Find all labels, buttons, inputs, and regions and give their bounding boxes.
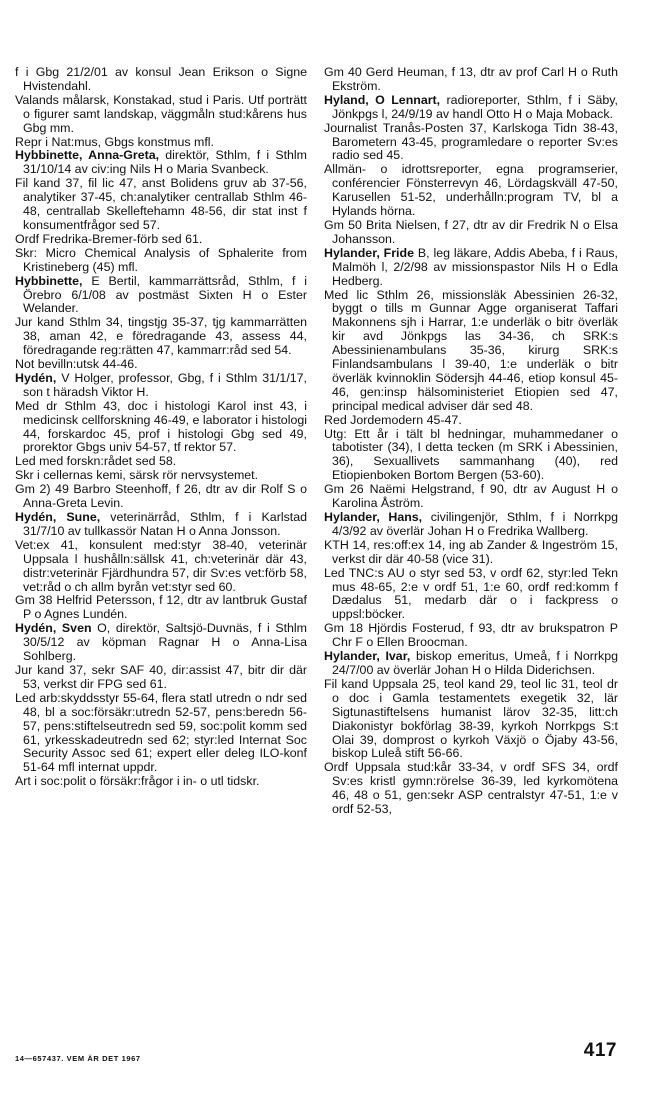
person-name: Hybbinette, [15, 273, 83, 288]
biography-paragraph [324, 122, 618, 164]
biography-entry-head [324, 511, 618, 539]
biography-paragraph [15, 177, 307, 233]
entry-text: Journalist Tranås-Posten 37, Karlskoga Tidn 38-43, Barometern 43-45, programledare o reporter Sv:es radio sed 45. [324, 120, 618, 163]
biography-paragraph [15, 539, 307, 595]
biography-entry-head [324, 247, 618, 289]
entry-text: Jur kand Sthlm 34, tingstjg 35-37, tjg kammarrätten 38, aman 42, e föredragande 43, assess 44, föredragande reg:rätten 47, kammarr:råd sed 54. [15, 315, 307, 358]
biography-paragraph [15, 66, 307, 94]
entry-text: biskop emeritus, Umeå, f i Norrkpg 24/7/00 av överlär Johan H o Hilda Diderichsen. [332, 649, 619, 677]
entry-text: Gm 50 Brita Nielsen, f 27, dtr av dir Fredrik N o Elsa Johansson. [324, 217, 618, 246]
biography-paragraph [324, 761, 618, 817]
entry-text: Valands målarsk, Konstakad, stud i Paris. Utf porträtt o figurer samt landskap, väggmåln stud:kårens hus Gbg mm. [15, 92, 307, 135]
entry-text: Vet:ex 41, konsulent med:styr 38-40, veterinär Uppsala l hushålln:sällsk 41, ch:veterinär där 43, distr:veterinär Fjärdhundra 57, dir Sv:es vet:förb 58, vet:råd o ch allm byrån vet:styr sed 60. [15, 537, 307, 594]
biography-paragraph [324, 66, 618, 94]
entry-text: veterinärråd, Sthlm, f i Karlstad 31/7/10 av tullkassör Natan H o Anna Jonsson. [23, 510, 307, 538]
entry-text: direktör, Sthlm, f i Sthlm 31/10/14 av civ:ing Nils H o Maria Svanbeck. [23, 148, 307, 177]
person-name: Hylander, Hans, [324, 510, 423, 524]
biography-paragraph [15, 316, 307, 358]
entry-text: Med lic Sthlm 26, missionsläk Abessinien 26-32, byggt o tills m Gunnar Agge organiserat Taffari Makonnens sjh i Harrar, 1:e underläk o bitr överläk kir avd Jönkpgs las 34-36, ch SRK:s Abessinienambulans 35-36, kirurg SRK:s Finlandsambulans l 39-40, 1:e underläk o bitr överläk kvinnoklin Södersjh 44-46, etiop konsul 45-46, gen:insp hälsoministeriet Etiopien sed 47, principal medical adviser där sed 48. [324, 287, 618, 413]
entry-text: Fil kand 37, fil lic 47, anst Bolidens gruv ab 37-56, analytiker 37-45, ch:analytiker centrallab Sthlm 46-48, centrallab Skelleftehamn 48-56, dir stat inst f konsumentfrågor sed 57. [15, 176, 307, 232]
biography-paragraph [324, 219, 618, 247]
entry-text: Gm 26 Naëmi Helgstrand, f 90, dtr av August H o Karolina Åström. [324, 482, 618, 511]
biography-entry-head [15, 149, 307, 177]
left-column [15, 66, 307, 789]
biography-paragraph [324, 163, 618, 219]
entry-text: KTH 14, res:off:ex 14, ing ab Zander & Ingeström 15, verkst dir där 40-58 (vice 31). [324, 537, 618, 566]
biography-paragraph [15, 664, 307, 692]
biography-entry-head [15, 372, 307, 400]
entry-text: Art i soc:polit o försäkr:frågor i in- o utl tidskr. [15, 774, 260, 789]
entry-text: Allmän- o idrottsreporter, egna programserier, conférencier Fönsterrevyn 46, Lördagskväll 47-50, Karusellen 51-52, underhålln:program TV, bl a Hylands hörna. [324, 162, 618, 219]
person-name: Hylander, Ivar, [324, 649, 411, 664]
biography-paragraph [324, 414, 618, 428]
entry-text: Gm 40 Gerd Heuman, f 13, dtr av prof Carl H o Ruth Ekström. [324, 65, 618, 93]
person-name: Hydén, [15, 370, 57, 385]
entry-text: Ordf Fredrika-Bremer-förb sed 61. [15, 231, 203, 246]
biography-paragraph [324, 622, 618, 650]
biography-entry-head [15, 511, 307, 539]
entry-text: f i Gbg 21/2/01 av konsul Jean Erikson o Signe Hvistendahl. [15, 65, 307, 93]
entry-text: Red Jordemodern 45-47. [324, 412, 462, 427]
entry-text: Ordf Uppsala stud:kår 33-34, v ordf SFS 34, ordf Sv:es kristl gymn:rörelse 36-39, led kyrkomötena 46, 48 o 51, gen:sekr ASP centralstyr 47-51, 1:e v ordf 52-53, [324, 760, 618, 817]
biography-paragraph [15, 455, 307, 469]
biography-paragraph [324, 567, 618, 623]
person-name: Hydén, Sven [15, 621, 92, 636]
entry-text: Gm 38 Helfrid Petersson, f 12, dtr av lantbruk Gustaf P o Agnes Lundén. [15, 593, 307, 622]
entry-text: Led arb:skyddsstyr 55-64, flera statl utredn o ndr sed 48, bl a soc:försäkr:utredn 52-57, pens:beredn 56-57, pens:stiftelseutredn sed 59, soc:polit komm sed 61, yrkesskadeutredn sed 62; styr:led Internat Soc Security Assoc sed 61; expert eller deleg ILO-konf 51-64 mfl internat uppdr. [15, 690, 307, 775]
entry-text: radioreporter, Sthlm, f i Säby, Jönkpgs l, 24/9/19 av handl Otto H o Maja Moback. [332, 92, 618, 121]
biography-paragraph [15, 247, 307, 275]
entry-text: Jur kand 37, sekr SAF 40, dir:assist 47, bitr dir där 53, verkst dir FPG sed 61. [15, 662, 307, 691]
print-code: 14—657437. VEM ÄR DET 1967 [15, 1054, 141, 1063]
biography-paragraph [15, 233, 307, 247]
entry-text: Skr: Micro Chemical Analysis of Sphalerite from Kristineberg (45) mfl. [15, 245, 307, 274]
biography-paragraph [15, 358, 307, 372]
entry-text: Utg: Ett år i tält bl hedningar, muhammedaner o tabotister (34), I detta tecken (m SRK i Abessinien, 36), Sexuallivets sammanhang (40), red Etiopienboken Bortom Bergen (53-60). [324, 426, 618, 483]
entry-text: Led med forskn:rådet sed 58. [15, 454, 177, 469]
biography-paragraph [15, 94, 307, 136]
biography-entry-head [15, 622, 307, 664]
entry-text: O, direktör, Saltsjö-Duvnäs, f i Sthlm 30/5/12 av köpman Ragnar H o Anna-Lisa Sohlberg. [23, 621, 307, 664]
biography-paragraph [15, 692, 307, 775]
page-number: 417 [583, 1040, 617, 1061]
biography-paragraph [15, 483, 307, 511]
entry-text: E Bertil, kammarrättsråd, Sthlm, f i Örebro 6/1/08 av postmäst Sixten H o Ester Welander. [23, 273, 308, 316]
biography-entry-head [15, 275, 307, 317]
biography-paragraph [15, 469, 307, 483]
entry-text: Not bevilln:utsk 44-46. [15, 357, 138, 372]
biography-entry-head [324, 650, 618, 678]
entry-text: V Holger, professor, Gbg, f i Sthlm 31/1/17, son t häradsh Viktor H. [23, 370, 307, 399]
biography-paragraph [324, 678, 618, 761]
entry-text: Repr i Nat:mus, Gbgs konstmus mfl. [15, 134, 214, 149]
biography-paragraph [324, 539, 618, 567]
biography-entry-head [324, 94, 618, 122]
biography-paragraph [15, 400, 307, 456]
person-name: Hydén, Sune, [15, 510, 101, 524]
right-column [324, 66, 618, 817]
entry-text: civilingenjör, Sthlm, f i Norrkpg 4/3/92 av överlär Johan H o Fredrika Wallberg. [332, 510, 618, 538]
person-name: Hybbinette, Anna-Greta, [15, 148, 160, 163]
entry-text: Skr i cellernas kemi, särsk rör nervsystemet. [15, 468, 259, 483]
biography-paragraph [324, 483, 618, 511]
entry-text: Led TNC:s AU o styr sed 53, v ordf 62, styr:led Tekn mus 48-65, 2:e v ordf 51, 1:e 60, ordf red:komm f Dædalus 51, medarb där o i fackpress o uppsl:böcker. [324, 565, 618, 622]
entry-text: B, leg läkare, Addis Abeba, f i Raus, Malmöh l, 2/2/98 av missionspastor Nils H o Edla Hedberg. [332, 245, 618, 288]
person-name: Hylander, Fride [324, 245, 414, 260]
biography-paragraph [15, 775, 307, 789]
biography-paragraph [15, 136, 307, 150]
entry-text: Fil kand Uppsala 25, teol kand 29, teol lic 31, teol dr o doc i Gamla testamentets exegetik 32, lär Sigtunastiftelsens humanist lärov 32-35, litt:ch Diakonistyr bokförlag 38-39, kyrkoh Norrkpgs S:t Olai 39, domprost o kyrkoh Växjö o Öjaby 43-56, biskop Luleå stift 56-66. [324, 676, 618, 761]
entry-text: Med dr Sthlm 43, doc i histologi Karol inst 43, i medicinsk cellforskning 46-49, e laborator i histologi 44, forskardoc 45, prof i histologi Gbg sed 49, prorektor Gbgs univ 54-57, tf rektor 57. [15, 398, 307, 455]
entry-text: Gm 18 Hjördis Fosterud, f 93, dtr av brukspatron P Chr F o Ellen Broocman. [324, 621, 618, 650]
person-name: Hyland, O Lennart, [324, 92, 441, 107]
entry-text: Gm 2) 49 Barbro Steenhoff, f 26, dtr av dir Rolf S o Anna-Greta Levin. [15, 482, 307, 511]
biography-paragraph [324, 428, 618, 484]
biography-paragraph [15, 594, 307, 622]
biography-paragraph [324, 289, 618, 414]
